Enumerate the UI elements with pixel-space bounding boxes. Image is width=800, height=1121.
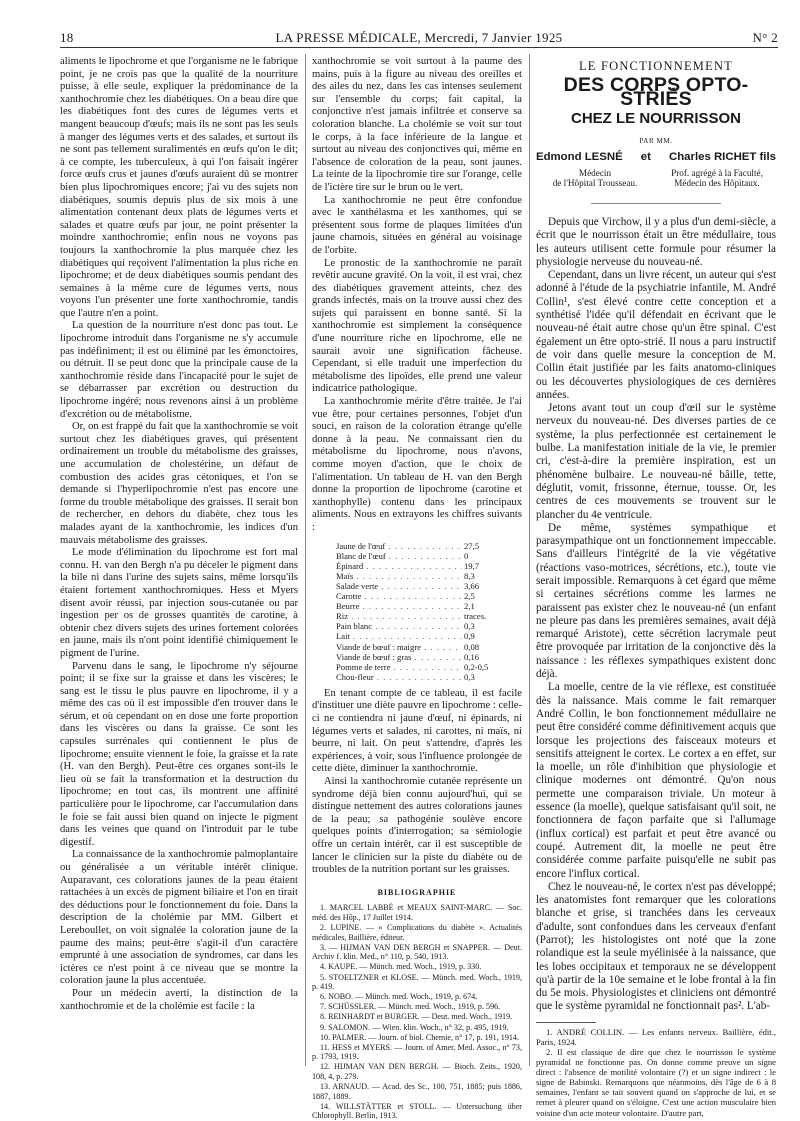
authors (536, 151, 776, 164)
paragraph: Ainsi la xanthochromie cutanée représente un syndrome déjà bien connu aujourd'hui, qui se distingue nettement des autres colorations jaunes de la peau; sa pathogénie soulève encore quelques points d'interrogation; sa sémiologie offre un certain intérêt, car il est susceptible de lancer le clinicien sur la piste du diabète ou de troubles de la nutrition portant sur les graisses. (312, 776, 522, 876)
paragraph: Parvenu dans le sang, le lipochrome n'y séjourne point; il se fixe sur la graisse et dans les viscères; le sang est le tissu le plus pauvre en lipochrome, il y a même des cas où il est impossible d'en trouver dans le sérum, et où cependant on en dose une forte proportion dans les viscères ou dans la graisse. Ce sont les capsules surrénales qui contiennent le plus de lipochrome; ensuite viennent le foie, la graisse et la rate (H. van den Bergh). Peut-être ces organes sont-ils le lieu où se fait la transformation et la destruction du lipochrome; en tout cas, ils montrent une affinité particulière pour le lipochrome, car l'accumulation dans le foie se fait aussi bien quand on injecte le pigment dans les veines que quand on l'introduit par le tube digestif. (60, 660, 298, 848)
footnote: 2. Il est classique de dire que chez le nourrisson le système pyramidal ne fonctionne pas. On donne comme preuve un signe direct : l'absence de motilité volontaire (?) et un signe indirect : le signe de Babinski. Remarquons que néanmoins, dès l'âge de 6 à 8 semaines, l'enfant se tait souvent quand on s'approche de lui, et se remet à pleurer quand on s'éloigne. C'est une action musculaire bien voisine d'un acte moteur volontaire. D'autre part, (536, 1046, 776, 1118)
table-row (336, 631, 504, 641)
column-divider (305, 54, 306, 1066)
table-row (336, 561, 504, 571)
bibliography-item: 7. SCHÜSSLER. — Münch. med. Woch., 1919, p. 596. (320, 1002, 501, 1012)
paragraph: La xanthochromie ne peut être confondue avec le xanthélasma et les xanthomes, qui se présentent sous forme de plaques limitées d'un jaune chamois, situées en général au voisinage de l'orbite. (312, 194, 522, 256)
paragraph: Cependant, dans un livre récent, un auteur qui s'est adonné à l'étude de la psychiatrie infantile, M. André Collin¹, s'est élevé contre cette conception et a synthétisé l'idée qu'il défendait en écrivant que le nouveau-né était autre chose qu'un être spinal. C'est également un être opto-strié. Il nous a paru instructif de voir dans quelle mesure la conception de M. Collin était justifiée par les faits anatomo-cliniques ou les découvertes physiologiques de ces dernières années. (536, 269, 776, 401)
food-name: Blanc de l'œuf . . . (336, 551, 462, 561)
food-name: Maïs . . . (336, 571, 462, 581)
affiliations (536, 168, 776, 189)
bibliography-item: 8. REINHARDT et BURGER. — Deut. med. Woch., 1919. (320, 1012, 513, 1022)
food-value: 27,5 (464, 540, 480, 551)
food-value: 0,3 (464, 621, 475, 632)
divider (591, 203, 721, 204)
food-name: Viande de bœuf : gras . . . (336, 652, 462, 662)
food-name: Pain blanc . . . (336, 621, 462, 631)
footnote: 1. ANDRÉ COLLIN. — Les enfants nerveux. Baillière, édit., Paris, 1924. (536, 1026, 776, 1047)
affiliation-line: de l'Hôpital Trousseau. (552, 178, 638, 189)
paragraph: Chez le nouveau-né, le cortex n'est pas développé; les anatomistes font remarquer que les colorations blanche et grise, si tranchées dans les cerveaux d'adulte, sont confondues dans les cerveaux d'enfant (Parrot); les histologistes ont noté que la zone rolandique est la seule myélinisée à la naissance, que les lobes occipitaux et temporaux ne se développent qu'à partir de la 10e semaine et le lobe frontal à la fin du 5e mois. Physiologistes et cliniciens ont démontré que le système pyramidal ne fonctionnait pas². L'ab- (536, 880, 776, 1013)
paragraph: En tenant compte de ce tableau, il est facile d'instituer une diète pauvre en lipochrome : celle-ci ne contiendra ni jaune d'œuf, ni épinards, ni légumes verts et salades, ni carottes, ni maïs, ni beurre, ni lait. On peut s'attendre, d'après les expériences, à voir, sous l'influence prolongée de cette diète, diminuer la xanthochromie. (312, 687, 522, 775)
affiliation-line: Prof. agrégé à la Faculté, (671, 167, 763, 178)
bibliography-list (312, 903, 522, 1121)
article-title: DES CORPS OPTO-STRIÉS (563, 74, 749, 110)
table-row (336, 601, 504, 611)
table-row (336, 571, 504, 581)
food-value: 0,16 (464, 651, 480, 662)
bibliography-item: 1. MARCEL LABBÉ et MEAUX SAINT-MARC. — Soc. méd. des Hôp., 17 Juillet 1914. (312, 903, 522, 922)
bibliography-item: 9. SALOMON. — Wien. klin. Woch., n° 32, p. 495, 1919. (320, 1022, 509, 1032)
paragraph: Or, on est frappé du fait que la xanthochromie se voit surtout chez les diabétiques graves, qui présentent ordinairement un trouble du métabolisme des graisses, une accumulation de cholestérine, un défaut de combustion des acides gras cétoniques, et l'on se demande si l'hyperlipochromie n'est pas encore une forme du trouble métabolique des graisses. Il serait bon de rechercher, en dehors du diabète, chez tous les malades ayant de la xanthochromie, les indices d'un mauvais métabolisme des graisses. (60, 421, 298, 546)
food-name: Épinard . . . (336, 561, 462, 571)
affiliation-line: Médecin (578, 167, 612, 178)
food-name: Beurre . . . (336, 601, 462, 611)
bibliography-item: 2. LUPINE. — « Complications du diabète ». Actualités médicales, Baillière, éditeur. (312, 923, 522, 942)
paragraph: De même, systèmes sympathique et parasympathique ont un fonctionnement impeccable. Sans d'ailleurs l'intégrité de la vie végétative (réactions vaso-motrices, sécrétions, etc.), toute vie serait impossible. Remarquons à cet égard que même si certaines sécrétions comme les larmes ne paraissent pas exister chez le nouveau-né (un enfant ne pleure pas dans les premières semaines, avait déjà remarqué Aristote), cette sécrétion lacrymale peut être provoquée par irritation de la conjonctive dès la naissance : les réflexes sympathiques existent donc déjà. (536, 521, 776, 681)
table-row (336, 652, 504, 662)
table-row (336, 591, 504, 601)
food-value: 0 (464, 550, 469, 561)
article-subtitle: CHEZ LE NOURRISSON (570, 109, 741, 127)
author-richet: Charles RICHET fils (669, 151, 776, 164)
food-name: Jaune de l'œuf . . . (336, 541, 462, 551)
affiliation-lesne (536, 168, 654, 189)
food-name: Pomme de terre . . . (336, 662, 462, 672)
food-value: 8,3 (464, 570, 475, 581)
byline-par: PAR MM. (639, 137, 673, 146)
bibliography-item: 13. ARNAUD. — Acad. des Sc., 100, 751, 1885; puis 1886, 1887, 1889. (312, 1082, 522, 1101)
bibliography-heading: BIBLIOGRAPHIE (377, 887, 457, 897)
paragraph: aliments le lipochrome et que l'organisme ne le fabrique point, je ne crois pas que la qualité de la nourriture puisse, à elle seule, expliquer la prédominance de la xanthochromie chez les diabétiques. On a beau dire que les diabétiques font des cures de légumes verts et mangent beaucoup d'œufs; mais ils ne sont pas les seuls à manger des légumes verts et des salades, et surtout ils ne sont pas tellement suralimentés en œufs qu'on le dit; à ce compte, les tuberculeux, à qui l'on faisait ingérer force œufs crus et jaunes d'œufs auraient dû se montrer bien plus lipochromiques encore; j'ai vu des sujets non diabétiques, soumis depuis plus de six mois à une alimentation contenant deux plats de légumes verts et salades et quatre œufs par jour, ne point présenter la moindre xanthochromie; enfin nous ne voyons pas toujours la xanthochromie la plus marquée chez les diabétiques qui reçoivent l'alimentation la plus riche en lipochrome; et de deux diabétiques soumis pendant des semaines à la même cure de légumes verts, nous voyons l'un présenter une forte xanthochromie, tandis que l'autre n'en a point. (60, 56, 298, 319)
running-title: LA PRESSE MÉDICALE, Mercredi, 7 Janvier 1925 (275, 30, 563, 45)
food-name: Chou-fleur . . . (336, 672, 462, 682)
affiliation-richet (658, 168, 776, 189)
column-1 (60, 56, 298, 1013)
paragraph: Le mode d'élimination du lipochrome est fort mal connu. H. van den Bergh n'a pu déceler le pigment dans la bile ni dans l'urine des sujets sains, même lorsqu'ils étaient fortement xanthochromiques. Hess et Myers disent avoir réussi, par injection sous-cutanée ou par ingestion per os de grosses quantités de carotine, à obtenir chez divers sujets des urines fortement colorées en jaune, mais ils n'ont point identifié chimiquement le pigment de l'urine. (60, 547, 298, 659)
food-name: Salade verte . . . (336, 581, 462, 591)
bibliography-item: 11. HESS et MYERS. — Journ. of Amer. Med. Assoc., n° 73, p. 1793, 1919. (312, 1042, 522, 1062)
food-value: 19,7 (464, 560, 480, 571)
table-row (336, 551, 504, 561)
food-value: 3,66 (464, 580, 480, 591)
food-name: Riz . . . (336, 611, 462, 621)
food-value: 0,9 (464, 631, 475, 642)
paragraph: Pour un médecin averti, la distinction de la xanthochromie et de la cholémie est facile : la (60, 987, 298, 1012)
column-3 (536, 56, 776, 1118)
bibliography-item: 14. WILLSTÄTTER et STOLL. — Untersuchung über Chlorophyll. Berlin, 1913. (312, 1101, 522, 1121)
food-value: 0,08 (464, 641, 480, 652)
author-conjunction: et (640, 151, 651, 164)
paragraph: Jetons avant tout un coup d'œil sur le système nerveux du nouveau-né. Des diverses parties de ce système, la plus perfectionnée est certainement le bulbe. La manifestation initiale de la vie, le premier cri, c'est-à-dire la première inspiration, est un phénomène bulbaire. Le nouveau-né bâille, tette, déglutit, vomit, frissonne, éternue, tousse. Or, les centres de ces mouvements se trouvent sur le plancher du 4e ventricule. (536, 402, 776, 521)
header-rule (60, 47, 778, 48)
issue-number: N° 2 (752, 30, 778, 45)
paragraph: La connaissance de la xanthochromie palmoplantaire ou généralisée a un véritable intérêt clinique. Auparavant, ces colorations jaunes de la peau étaient rattachées à un excès de pigment biliaire et l'on en tirait des déductions pour le fonctionnement du foie. Dans la description de la cholémie par MM. Gilbert et Lereboullet, on voit signalée la coloration jaune de la paume des mains; peut-être s'agit-il d'un caractère emprunté à une association de syndromes, car dans les ictères ce n'est point à ce niveau que se montre la coloration jaune la plus accentuée. (60, 849, 298, 987)
bibliography-item: 6. NOBO. — Münch. med. Woch., 1919, p. 674. (320, 992, 478, 1002)
paragraph: xanthochromie se voit surtout à la paume des mains, puis à la figure au niveau des oreilles et des ailes du nez, dans les cas intenses seulement sur l'ensemble du corps; fait capital, la conjonctive n'est jamais infiltrée et conserve sa coloration blanche. La cholémie se voit sur tout le corps, à la face inférieure de la langue et surtout au niveau des conjonctives qui, même en l'absence de coloration de la peau, sont jaunes. La teinte de la lipochromie tire sur l'orange, celle de l'ictère tire sur le brun ou le vert. (312, 56, 522, 193)
table-row (336, 621, 504, 631)
food-value: 2,5 (464, 591, 475, 602)
article-kicker: LE FONCTIONNEMENT (578, 59, 734, 73)
lipochrome-table (336, 541, 504, 682)
footnote-rule (536, 1022, 596, 1023)
author-lesne: Edmond LESNÉ (536, 151, 623, 164)
table-row (336, 672, 504, 682)
bibliography-item: 5. STOELTZNER et KLOSE. — Münch. med. Woch., 1919, p. 419. (312, 972, 522, 992)
bibliography-item: 4. KAUPE. — Münch. med. Woch., 1919, p. 330. (320, 962, 482, 972)
paragraph: La moelle, centre de la vie réflexe, est constituée dès la naissance. Mais comme le fait remarquer André Collin, le bon fonctionnement médullaire ne peut être considéré comme définitivement acquis que lorsque les projections des faisceaux moteurs et sensitifs atteignent le cortex. Le cortex a en effet, sur la moelle, un rôle d'inhibition que physiologie et clinique modernes ont démontré. Qu'on nous permette une comparaison triviale. Un moteur à essence (la moelle), quelque satisfaisant qu'il soit, ne fonctionnera de façon parfaite que si l'allumage (influx cortical) est parfait et peut être avancé ou coupé. Autrement dit, la moelle ne peut être considérée comme parfaite puisqu'elle ne subit pas encore l'influx cortical. (536, 681, 776, 880)
table-row (336, 662, 504, 672)
table-row (336, 611, 504, 621)
food-value: 0,2-0,5 (464, 661, 489, 672)
page-number: 18 (60, 30, 74, 45)
paragraph: Depuis que Virchow, il y a plus d'un demi-siècle, a écrit que le nourrisson était un être médullaire, tous les auteurs utilisent cette formule pour résumer la physiologie nerveuse du nouveau-né. (536, 215, 776, 268)
food-name: Viande de bœuf : maigre . . . (336, 642, 462, 652)
table-row (336, 581, 504, 591)
food-name: Lait . . . (336, 631, 462, 641)
food-value: traces. (464, 611, 487, 622)
bibliography-item: 10. PALMER. — Journ. of biol. Chemie, n° 17, p. 191, 1914. (320, 1032, 519, 1042)
paragraph: La question de la nourriture n'est donc pas tout. Le lipochrome introduit dans l'organisme ne s'y accumule pas indéfiniment; il est ou éliminé par les émonctoires, ou détruit. Il se peut donc que la principale cause de la xanthochromie réside dans l'incapacité pour le sujet de se débarrasser par excrétion ou destruction du lipochrome ingéré; nous revenons ainsi à un problème d'excrétion ou de métabolisme. (60, 320, 298, 420)
column-divider (529, 54, 530, 1066)
table-row (336, 642, 504, 652)
running-header (60, 30, 778, 46)
paragraph: Le pronostic de la xanthochromie ne paraît revêtir aucune gravité. On la voit, il est vrai, chez des diabétiques gravement atteints, chez des grands infectés, mais on la trouve aussi chez des sujets qui paraissent en bonne santé. Si la xanthochromie est simplement la conséquence d'une nourriture riche en lipochrome, elle ne saurait avoir une signification fâcheuse. Cependant, si elle traduit une imperfection du métabolisme des lipoïdes, elle prend une valeur indicatrice pathologique. (312, 257, 522, 395)
food-value: 0,3 (464, 671, 475, 682)
food-name: Carotte . . . (336, 591, 462, 601)
bibliography-item: 3. — HIJMAN VAN DEN BERGH et SNAPPER. — Deut. Archiv f. klin. Med., n° 110, p. 540, 1913. (312, 942, 522, 962)
footnotes (536, 1027, 776, 1118)
paragraph: La xanthochromie mérite d'être traitée. Je l'ai vue être, pour certaines personnes, l'objet d'un souci, en raison de la coloration étrange qu'elle donne à la peau. Ne connaissant rien du métabolisme du lipochrome, nous n'avons, comme moyen d'action, que le choix de l'alimentation. Un tableau de H. van den Bergh donne la proportion de lipochrome (carotine et xanthophylle) contenu dans les principaux aliments. Nous en extrayons les chiffres suivants : (312, 396, 522, 533)
table-row (336, 541, 504, 551)
bibliography-item: 12. HIJMAN VAN DEN BERGH. — Bioch. Zeits., 1920, 108, 4, p. 279. (312, 1062, 522, 1081)
column-2 (312, 56, 522, 1121)
food-value: 2,1 (464, 601, 475, 612)
affiliation-line: Médecin des Hôpitaux. (674, 178, 760, 189)
